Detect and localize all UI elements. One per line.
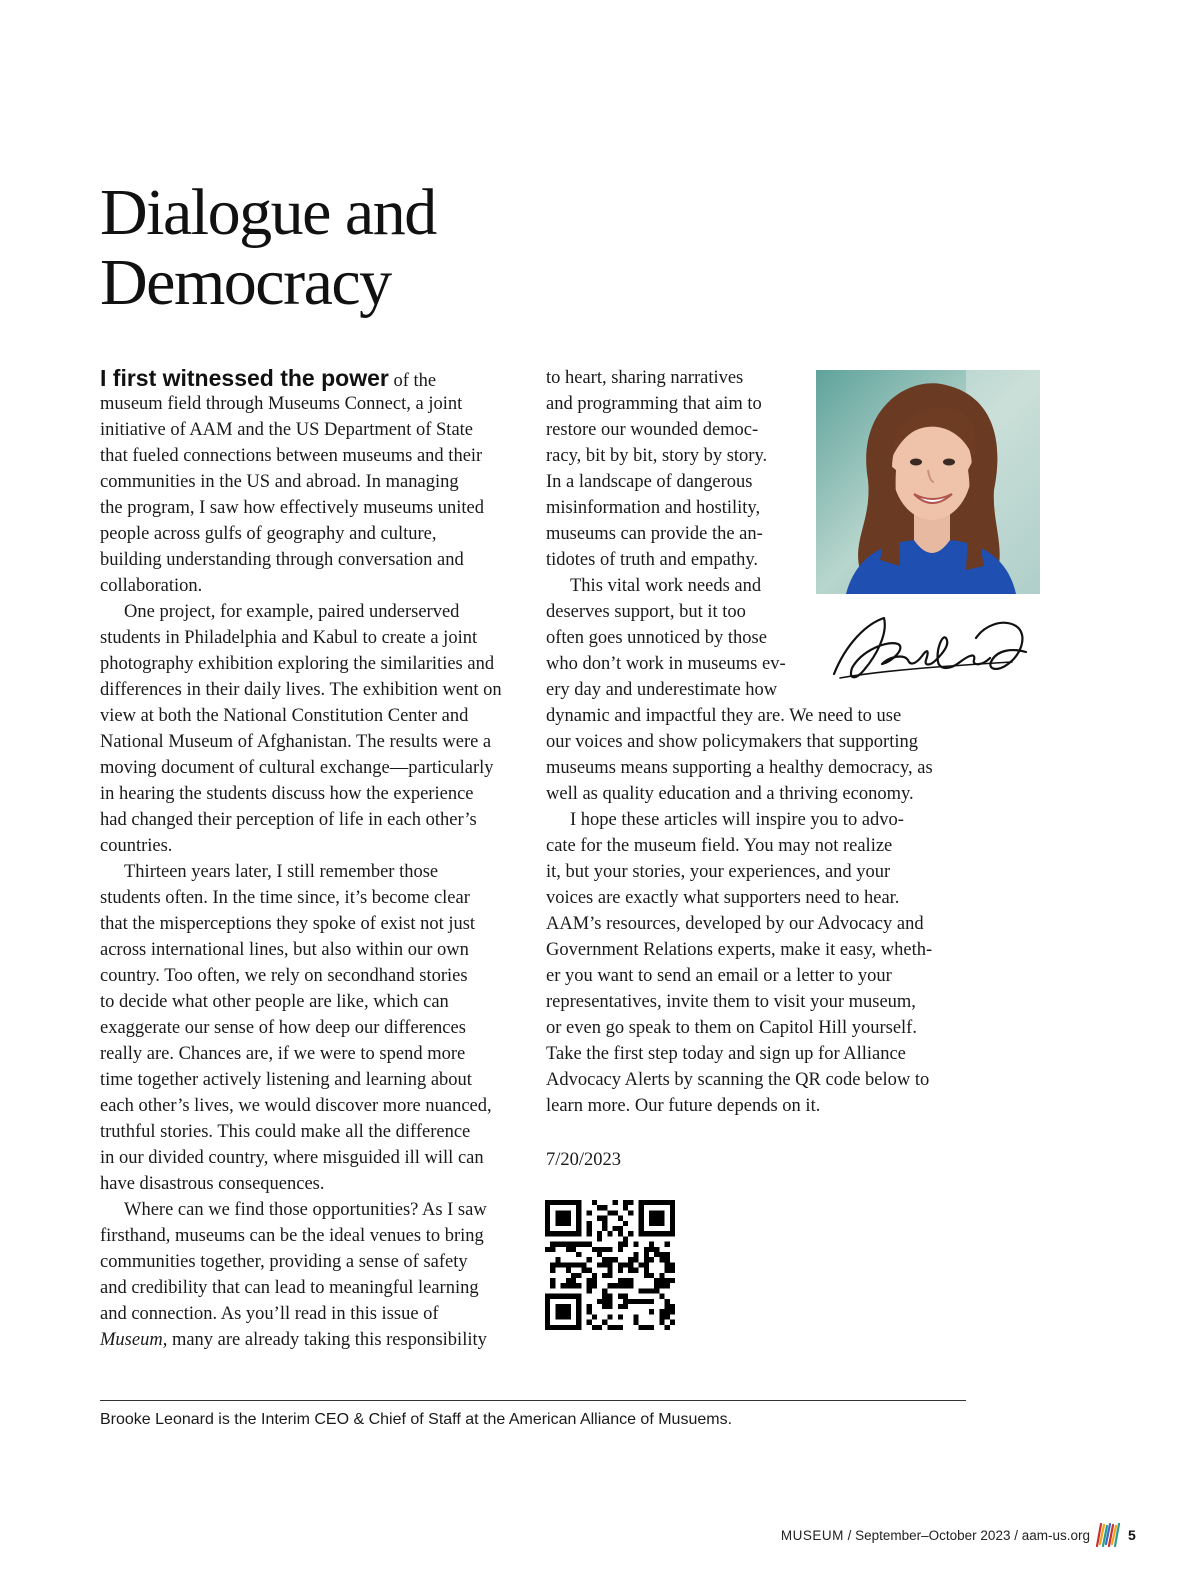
qr-module [649, 1273, 654, 1278]
qr-module [665, 1309, 670, 1314]
qr-module [618, 1325, 623, 1330]
qr-finder-top-right [639, 1200, 675, 1236]
qr-module [628, 1283, 633, 1288]
text-line: museums can provide the an- [546, 524, 763, 544]
text-line: museum field through Museums Connect, a joint [100, 394, 463, 414]
qr-module [649, 1325, 654, 1330]
qr-module [623, 1304, 628, 1309]
qr-module [659, 1283, 664, 1288]
qr-module [592, 1273, 597, 1278]
text-line: National Museum of Afghanistan. The results were a [100, 732, 492, 752]
qr-module [633, 1320, 638, 1325]
text-line: countries. [100, 836, 173, 856]
text-line: really are. Chances are, if we were to spend more [100, 1044, 466, 1064]
author-photo [816, 370, 1040, 594]
text-line: or even go speak to them on Capitol Hill yourself. [546, 1018, 917, 1038]
qr-module [644, 1299, 649, 1304]
qr-module [659, 1252, 664, 1257]
qr-module [665, 1325, 670, 1330]
qr-module [597, 1236, 602, 1241]
qr-module [659, 1314, 664, 1319]
qr-module [550, 1262, 555, 1267]
qr-module [644, 1252, 649, 1257]
qr-module [659, 1320, 664, 1325]
qr-module [592, 1325, 597, 1330]
qr-module [623, 1200, 628, 1205]
text-line: it, but your stories, your experiences, and your [546, 862, 891, 882]
qr-module [587, 1304, 592, 1309]
text-line: students often. In the time since, it’s become clear [100, 888, 470, 908]
qr-module [555, 1242, 560, 1247]
qr-module [587, 1320, 592, 1325]
qr-module [561, 1283, 566, 1288]
qr-module [602, 1299, 607, 1304]
text-line: who don’t work in museums ev- [546, 654, 786, 674]
qr-finder-bottom-left [545, 1294, 581, 1330]
text-line: across international lines, but also within our own [100, 940, 469, 960]
qr-module [587, 1210, 592, 1215]
qr-module [654, 1278, 659, 1283]
text-line: each other’s lives, we would discover more nuanced, [100, 1096, 492, 1116]
qr-module [566, 1278, 571, 1283]
text-line-end: , many are already taking this responsibility [162, 1330, 487, 1350]
qr-module [623, 1205, 628, 1210]
text-line: This vital work needs and [570, 576, 762, 596]
text-line: restore our wounded democ- [546, 420, 759, 440]
qr-module [602, 1288, 607, 1293]
text-line: country. Too often, we rely on secondhand stories [100, 966, 468, 986]
qr-module [602, 1262, 607, 1267]
text-line: that fueled connections between museums and their [100, 446, 483, 466]
qr-module [649, 1242, 654, 1247]
qr-module [644, 1257, 649, 1262]
qr-module [649, 1247, 654, 1252]
qr-finder-top-left [545, 1200, 581, 1236]
qr-module [607, 1257, 612, 1262]
col1-paragraph-3 [100, 859, 492, 1197]
text-line: photography exhibition exploring the similarities and [100, 654, 495, 674]
qr-module [602, 1216, 607, 1221]
text-line: communities together, providing a sense of safety [100, 1252, 468, 1272]
qr-module [639, 1299, 644, 1304]
text-line: museums means supporting a healthy democracy, as [546, 758, 933, 778]
text-line: exaggerate our sense of how deep our differences [100, 1018, 466, 1038]
qr-module [665, 1268, 670, 1273]
qr-module [613, 1226, 618, 1231]
article-title [100, 178, 700, 318]
qr-module [665, 1278, 670, 1283]
col1-paragraph-1 [100, 365, 484, 599]
qr-module [576, 1242, 581, 1247]
qr-module [602, 1320, 607, 1325]
qr-module [550, 1283, 555, 1288]
qr-module [566, 1268, 571, 1273]
text-line: Take the first step today and sign up for Alliance [546, 1044, 906, 1064]
aam-logo-icon [1096, 1520, 1120, 1550]
qr-module [633, 1257, 638, 1262]
page-footer [781, 1528, 1090, 1543]
qr-module [665, 1242, 670, 1247]
footer-magazine-name: MUSEUM [780, 1528, 844, 1543]
text-line: Where can we find those opportunities? As I saw [124, 1200, 487, 1220]
lead-in: I first witnessed the power [100, 365, 389, 391]
col2-paragraph-3 [546, 807, 932, 1119]
qr-module [628, 1257, 633, 1262]
text-line: Thirteen years later, I still remember those [124, 862, 439, 882]
qr-module [628, 1299, 633, 1304]
qr-module [571, 1273, 576, 1278]
qr-module [654, 1283, 659, 1288]
qr-module [665, 1262, 670, 1267]
text-line: moving document of cultural exchange—particularly [100, 758, 494, 778]
qr-module [659, 1294, 664, 1299]
text-line: students in Philadelphia and Kabul to create a joint [100, 628, 478, 648]
text-line: time together actively listening and learning about [100, 1070, 472, 1090]
qr-module [592, 1200, 597, 1205]
text-line: AAM’s resources, developed by our Advocacy and [546, 914, 924, 934]
qr-module [587, 1221, 592, 1226]
qr-module [587, 1242, 592, 1247]
qr-module [602, 1205, 607, 1210]
qr-module [602, 1247, 607, 1252]
qr-module [644, 1273, 649, 1278]
text-line: have disastrous consequences. [100, 1174, 325, 1194]
qr-module [587, 1278, 592, 1283]
qr-module [587, 1309, 592, 1314]
qr-module [597, 1262, 602, 1267]
qr-module [597, 1299, 602, 1304]
text-line: voices are exactly what supporters need to hear. [546, 888, 900, 908]
qr-module [597, 1216, 602, 1221]
qr-module [550, 1278, 555, 1283]
qr-module [592, 1314, 597, 1319]
text-line: misinformation and hostility, [546, 498, 761, 518]
qr-module [618, 1216, 623, 1221]
qr-module [623, 1242, 628, 1247]
text-line: One project, for example, paired underserved [124, 602, 460, 622]
qr-module [587, 1257, 592, 1262]
qr-module [633, 1268, 638, 1273]
author-signature [826, 604, 1036, 688]
lead-line [100, 365, 484, 391]
article-date [546, 1147, 621, 1173]
qr-module [581, 1268, 586, 1273]
text-line: view at both the National Constitution Center and [100, 706, 469, 726]
qr-module [665, 1299, 670, 1304]
qr-module [623, 1262, 628, 1267]
qr-module [639, 1288, 644, 1293]
qr-module [623, 1236, 628, 1241]
date-text: 7/20/2023 [546, 1150, 622, 1170]
qr-module [654, 1247, 659, 1252]
qr-module [628, 1231, 633, 1236]
qr-module [607, 1294, 612, 1299]
qr-module [613, 1257, 618, 1262]
qr-module [654, 1288, 659, 1293]
qr-module [592, 1247, 597, 1252]
qr-module [649, 1309, 654, 1314]
qr-module [628, 1200, 633, 1205]
text-line: people across gulfs of geography and culture, [100, 524, 437, 544]
qr-module [618, 1278, 623, 1283]
qr-module [623, 1299, 628, 1304]
qr-module [618, 1262, 623, 1267]
text-line: in our divided country, where misguided ill will can [100, 1148, 484, 1168]
qr-module [607, 1210, 612, 1215]
qr-module [607, 1247, 612, 1252]
qr-module [597, 1205, 602, 1210]
qr-module [597, 1231, 602, 1236]
qr-module [607, 1231, 612, 1236]
qr-module [644, 1247, 649, 1252]
qr-module [607, 1299, 612, 1304]
col1-paragraph-2 [100, 599, 502, 859]
qr-module [550, 1242, 555, 1247]
qr-module [597, 1252, 602, 1257]
qr-module [571, 1242, 576, 1247]
qr-module [665, 1257, 670, 1262]
text-line: had changed their perception of life in each other’s [100, 810, 477, 830]
qr-module [649, 1288, 654, 1293]
qr-module [623, 1294, 628, 1299]
qr-module [633, 1242, 638, 1247]
text-line: representatives, invite them to visit your museum, [546, 992, 916, 1012]
text-line: learn more. Our future depends on it. [546, 1096, 821, 1116]
qr-module [649, 1299, 654, 1304]
qr-module [628, 1268, 633, 1273]
qr-module [550, 1247, 555, 1252]
text-line: collaboration. [100, 576, 203, 596]
qr-module [665, 1283, 670, 1288]
qr-module [665, 1252, 670, 1257]
qr-module [670, 1309, 675, 1314]
qr-module [613, 1200, 618, 1205]
text-line: our voices and show policymakers that supporting [546, 732, 918, 752]
author-bio: Brooke Leonard is the Interim CEO & Chief of Staff at the American Alliance of Musuems. [100, 1411, 733, 1428]
text-line: and connection. As you’ll read in this issue of [100, 1304, 439, 1324]
qr-module [618, 1247, 623, 1252]
text-line: that the misperceptions they spoke of exist not just [100, 914, 476, 934]
text-line: In a landscape of dangerous [546, 472, 753, 492]
qr-module [566, 1242, 571, 1247]
qr-module [633, 1299, 638, 1304]
qr-module [618, 1231, 623, 1236]
qr-module [587, 1226, 592, 1231]
text-line: differences in their daily lives. The exhibition went on [100, 680, 502, 700]
qr-module [581, 1242, 586, 1247]
qr-module [639, 1325, 644, 1330]
qr-module [618, 1314, 623, 1319]
title-line-2: Democracy [100, 246, 391, 319]
text-line: well as quality education and a thriving economy. [546, 784, 914, 804]
qr-module [659, 1273, 664, 1278]
page-number: 5 [1128, 1527, 1136, 1543]
qr-module [587, 1283, 592, 1288]
text-line: communities in the US and abroad. In managing [100, 472, 459, 492]
qr-module [607, 1262, 612, 1267]
qr-module [618, 1294, 623, 1299]
qr-module [581, 1262, 586, 1267]
qr-module [659, 1278, 664, 1283]
qr-module [618, 1226, 623, 1231]
qr-module [628, 1262, 633, 1267]
qr-module [602, 1257, 607, 1262]
qr-module [576, 1273, 581, 1278]
qr-module [613, 1210, 618, 1215]
qr-module [571, 1247, 576, 1252]
qr-code[interactable] [545, 1200, 675, 1330]
text-line: to heart, sharing narratives [546, 368, 744, 388]
qr-module [545, 1247, 550, 1252]
qr-module [607, 1314, 612, 1319]
text-line: racy, bit by bit, story by story. [546, 446, 768, 466]
qr-module [670, 1268, 675, 1273]
qr-module [571, 1278, 576, 1283]
qr-module [613, 1325, 618, 1330]
text-line: deserves support, but it too [546, 602, 746, 622]
qr-module [587, 1288, 592, 1293]
qr-module [644, 1325, 649, 1330]
bio-divider [100, 1400, 966, 1401]
qr-module [628, 1278, 633, 1283]
title-line-1: Dialogue and [100, 176, 436, 249]
text-line: of the [388, 371, 437, 391]
qr-module [607, 1325, 612, 1330]
text-line: er you want to send an email or a letter to your [546, 966, 892, 986]
text-line: and programming that aim to [546, 394, 762, 414]
qr-module [587, 1231, 592, 1236]
text-line: often goes unnoticed by those [546, 628, 767, 648]
qr-module [561, 1262, 566, 1267]
qr-module [566, 1262, 571, 1267]
qr-module [602, 1273, 607, 1278]
text-line: ery day and underestimate how [546, 680, 778, 700]
qr-module [602, 1304, 607, 1309]
qr-module [571, 1262, 576, 1267]
qr-module [633, 1314, 638, 1319]
text-line: truthful stories. This could make all the difference [100, 1122, 471, 1142]
qr-module [670, 1262, 675, 1267]
qr-module [550, 1268, 555, 1273]
qr-module [618, 1304, 623, 1309]
text-line: firsthand, museums can be the ideal venues to bring [100, 1226, 484, 1246]
qr-module [555, 1257, 560, 1262]
col1-paragraph-4 [100, 1197, 487, 1353]
qr-module [654, 1252, 659, 1257]
qr-module [576, 1262, 581, 1267]
qr-module [618, 1242, 623, 1247]
text-line: to decide what other people are like, which can [100, 992, 449, 1012]
qr-module [633, 1252, 638, 1257]
text-line: cate for the museum field. You may not realize [546, 836, 893, 856]
qr-module [618, 1283, 623, 1288]
text-line: the program, I saw how effectively museums united [100, 498, 484, 518]
text-line [100, 1327, 487, 1353]
footer-issue-text: / September–October 2023 / aam-us.org [843, 1528, 1090, 1543]
qr-module [571, 1283, 576, 1288]
text-line: Advocacy Alerts by scanning the QR code below to [546, 1070, 930, 1090]
qr-module [665, 1314, 670, 1319]
text-line: and credibility that can lead to meaningful learning [100, 1278, 479, 1298]
qr-module [618, 1268, 623, 1273]
qr-module [576, 1252, 581, 1257]
qr-module [665, 1304, 670, 1309]
qr-module [613, 1283, 618, 1288]
qr-module [649, 1257, 654, 1262]
qr-module [623, 1221, 628, 1226]
qr-module [607, 1268, 612, 1273]
qr-module [644, 1262, 649, 1267]
qr-module [607, 1304, 612, 1309]
qr-module [607, 1273, 612, 1278]
qr-module [623, 1283, 628, 1288]
text-line: initiative of AAM and the US Department of State [100, 420, 474, 440]
text-line: building understanding through conversation and [100, 550, 464, 570]
magazine-name-italic: Museum [100, 1330, 163, 1350]
qr-module [597, 1325, 602, 1330]
qr-module [597, 1247, 602, 1252]
qr-module [587, 1268, 592, 1273]
qr-module [659, 1309, 664, 1314]
col2-paragraph-1 [546, 365, 767, 573]
qr-module [670, 1278, 675, 1283]
qr-module [607, 1283, 612, 1288]
qr-module [592, 1283, 597, 1288]
qr-module [670, 1304, 675, 1309]
text-line: dynamic and impactful they are. We need to use [546, 706, 902, 726]
qr-module [623, 1278, 628, 1283]
qr-module [602, 1294, 607, 1299]
qr-module [628, 1210, 633, 1215]
qr-module [555, 1262, 560, 1267]
qr-module [566, 1247, 571, 1252]
qr-module [644, 1288, 649, 1293]
qr-module [576, 1283, 581, 1288]
qr-module [566, 1283, 571, 1288]
qr-module [592, 1278, 597, 1283]
author-portrait-illustration [816, 370, 1040, 594]
text-line: in hearing the students discuss how the experience [100, 784, 474, 804]
qr-module [644, 1268, 649, 1273]
qr-module [639, 1262, 644, 1267]
qr-module [602, 1226, 607, 1231]
text-line: Government Relations experts, make it easy, wheth- [546, 940, 933, 960]
qr-module [659, 1257, 664, 1262]
qr-module [561, 1242, 566, 1247]
qr-module [602, 1221, 607, 1226]
text-line: tidotes of truth and empathy. [546, 550, 759, 570]
text-line: I hope these articles will inspire you to advo- [570, 810, 904, 830]
qr-module [670, 1320, 675, 1325]
